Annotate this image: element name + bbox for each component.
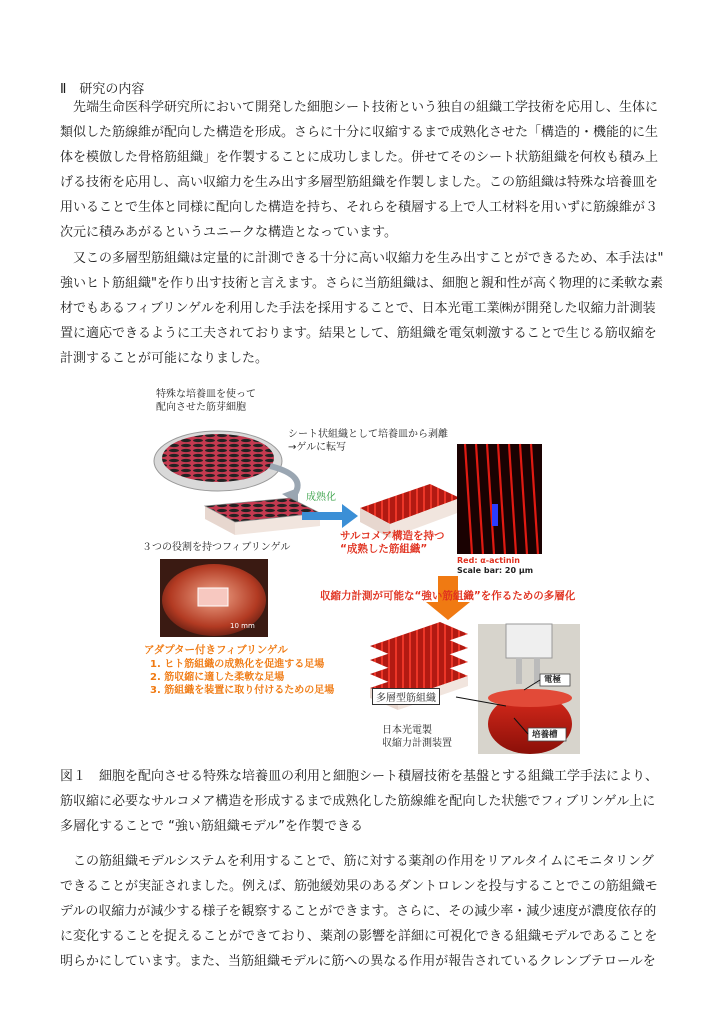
label-line: 特殊な培養皿を使って	[156, 389, 256, 400]
label-line: “成熟した筋組織”	[340, 543, 428, 555]
paragraph-line: 用いることで生体と同様に配向した構造を持ち、それらを積層する上で人工材料を用いずに筋線維が３	[60, 200, 659, 215]
label-line: サルコメア構造を持つ	[340, 530, 445, 542]
section-heading: Ⅱ 研究の内容	[60, 82, 145, 97]
label-sheet	[288, 428, 448, 454]
adapter-points-list	[150, 658, 334, 697]
paragraph-line: げる技術を応用し、高い収縮力を生み出す多層型筋組織を作製しました。この筋組織は特殊な培養皿を	[60, 175, 659, 190]
paragraph-line: 計測することが可能になりました。	[60, 351, 269, 366]
figure-caption	[60, 764, 666, 839]
label-sarcomere	[340, 530, 444, 556]
figure-1	[120, 388, 610, 758]
label-line: シート状組織として培養皿から剥離	[288, 429, 448, 440]
label-multilayer: 多層型筋組織	[372, 688, 440, 705]
culture-dish-cells	[154, 431, 282, 491]
label-line: →ゲルに転写	[288, 442, 347, 453]
paragraph-1	[60, 95, 666, 245]
paragraph-line: 体を模倣した骨格筋組織」を作製することに成功しました。併せてそのシート状筋組織を何枚も積み上	[60, 150, 659, 165]
adapter-point: 2. 筋収縮に適した柔軟な足場	[150, 672, 285, 683]
caption-line: 筋収縮に必要なサルコメア構造を形成するまで成熟化した筋線維を配向した状態でフィブリンゲル上に	[60, 794, 656, 809]
paragraph-line: デルの収縮力が減少する様子を観察することができます。さらに、その減少率・減少速度が濃度依存的	[60, 904, 657, 919]
label-device	[382, 724, 452, 750]
label-line: 配向させた筋芽細胞	[156, 402, 246, 413]
label-fibrin-gel: ３つの役割を持つフィブリンゲル	[142, 542, 291, 553]
label-maturation: 成熟化	[306, 492, 336, 503]
paragraph-line: 明らかにしています。また、当筋組織モデルに筋への異なる作用が報告されているクレンブテロールを	[60, 954, 656, 969]
paragraph-line: 類似した筋線維が配向した構造を形成。さらに十分に収縮するまで成熟化させた「構造的・機能的に生	[60, 125, 659, 140]
caption-line: 多層化することで “強い筋組織モデル”を作製できる	[60, 819, 363, 834]
paragraph-line: 置に適応できるように工夫されております。結果として、筋組織を電気刺激することで生じる筋収縮を	[60, 326, 657, 341]
paragraph-line: 強いヒト筋組織"を作り出す技術と言えます。さらに当筋組織は、細胞と親和性が高く物理的に柔軟な素	[60, 276, 663, 291]
label-scale-bar: Scale bar: 20 μm	[457, 566, 534, 575]
caption-line: 図１ 細胞を配向させる特殊な培養皿の利用と細胞シート積層技術を基盤とする組織工学手法により、	[60, 769, 659, 784]
paragraph-line: 先端生命医科学研究所において開発した細胞シート技術という独自の組織工学技術を応用し、生体に	[73, 100, 659, 115]
paragraph-line: できることが実証されました。例えば、筋弛緩効果のあるダントロレンを投与することでこの筋組織モ	[60, 879, 658, 894]
paragraph-line: 材でもあるフィブリンゲルを利用した手法を採用することで、日本光電工業㈱が開発した収縮力計測装	[60, 301, 656, 316]
paragraph-line: に変化することを捉えることができており、薬剤の影響を詳細に可視化できる組織モデルであることを	[60, 929, 658, 944]
paragraph-line: この筋組織モデルシステムを利用することで、筋に対する薬剤の作用をリアルタイムにモニタリング	[73, 854, 654, 869]
adapter-point: 1. ヒト筋組織の成熟化を促進する足場	[150, 659, 325, 670]
paragraph-3	[60, 849, 666, 974]
label-line: 日本光電製	[382, 725, 432, 736]
label-bath: 培養槽	[532, 730, 558, 740]
label-red-alpha-actinin: Red: α-actinin	[457, 556, 520, 565]
paragraph-line: 又この多層型筋組織は定量的に計測できる十分に高い収縮力を生み出すことができるため、本手法は"	[73, 251, 664, 266]
adapter-point: 3. 筋組織を装置に取り付けるための足場	[150, 685, 335, 696]
label-adapter-gel: アダプター付きフィブリンゲル	[144, 644, 288, 656]
label-dish	[156, 388, 256, 414]
label-scale-photo: 10 mm	[230, 622, 255, 630]
device-photo	[478, 624, 580, 754]
paragraph-line: 次元に積みあがるというユニークな構造となっています。	[60, 225, 397, 240]
label-line: 収縮力計測装置	[382, 738, 452, 749]
fluorescence-image	[457, 444, 542, 554]
label-electrode: 電極	[544, 675, 562, 685]
paragraph-2	[60, 246, 666, 371]
label-multilayer-title: 収縮力計測が可能な“強い筋組織”を作るための多層化	[320, 590, 576, 602]
